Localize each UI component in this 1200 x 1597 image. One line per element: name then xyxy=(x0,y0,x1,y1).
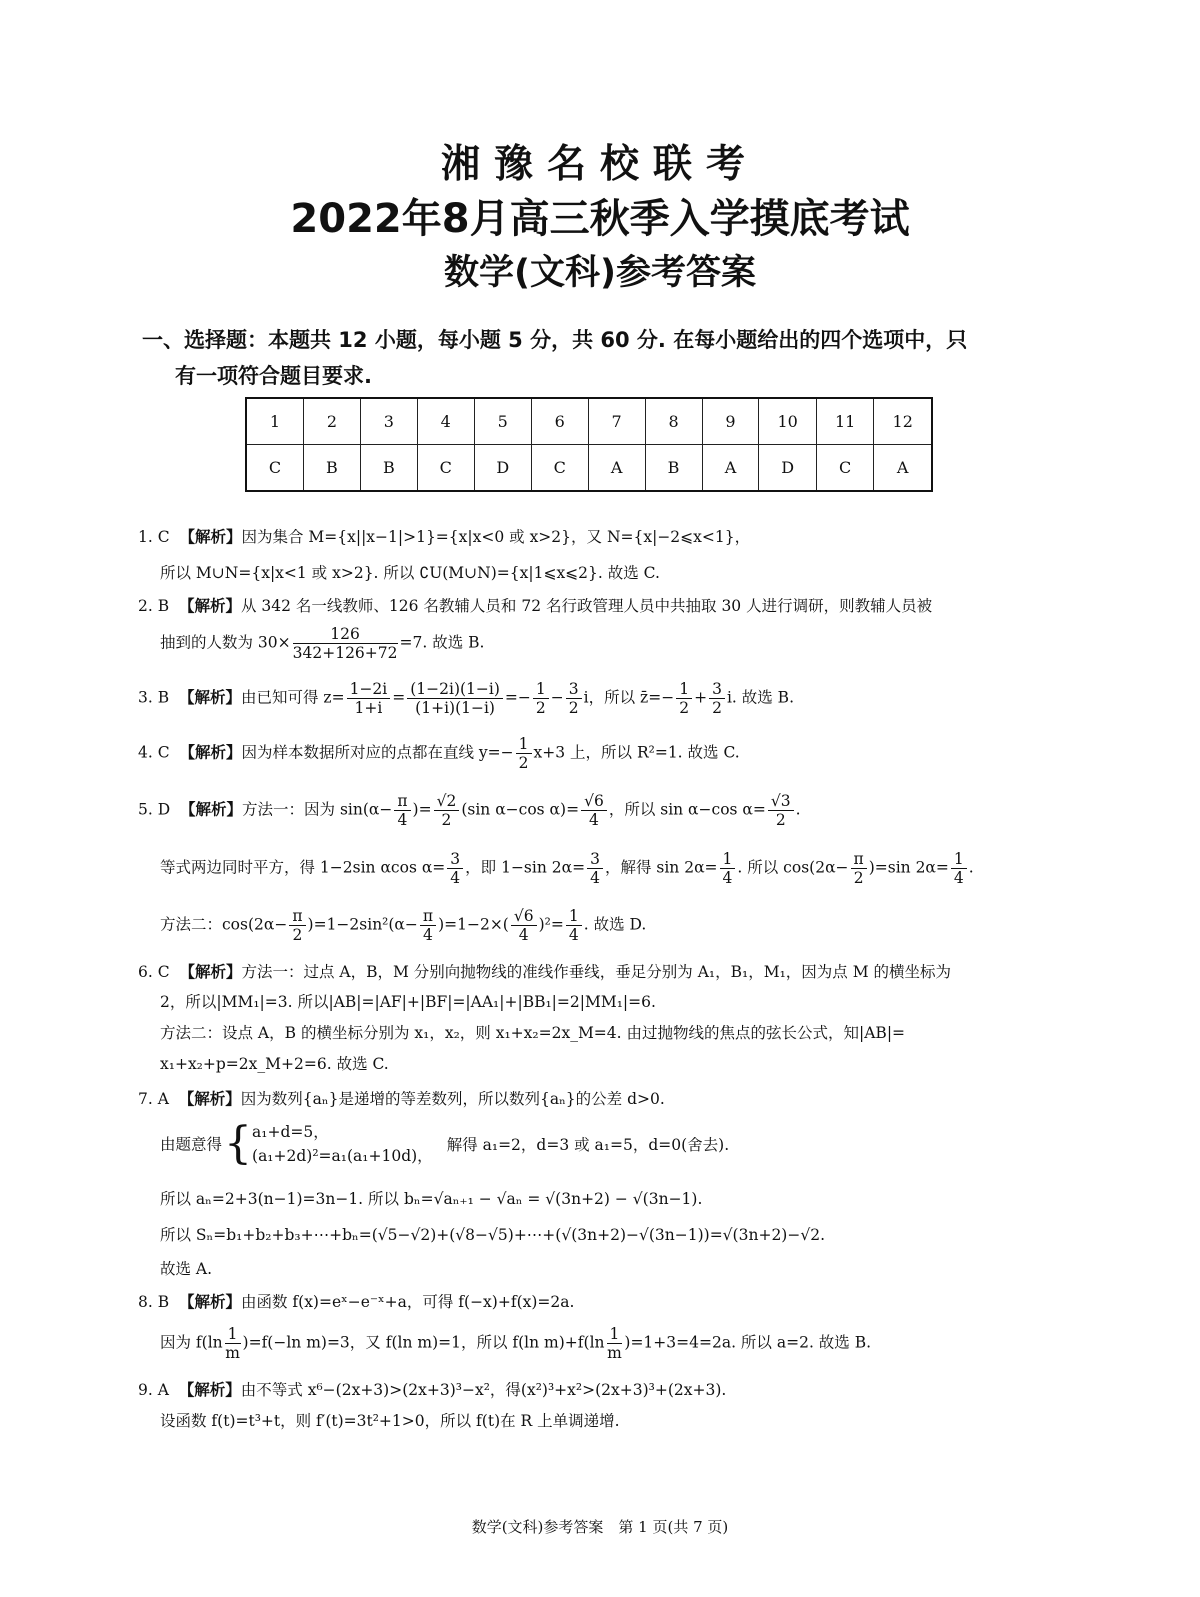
fraction: $\frac{\pi}{2}$ xyxy=(289,907,305,944)
answer-table xyxy=(245,397,933,492)
q7-line2: 由题意得{ a₁+d=5， (a₁+2d)²=a₁(a₁+10d)， 解得 a₁=2，d=3 或 a₁=5，d=0(舍去). xyxy=(160,1118,730,1169)
answer-table-numbers-row xyxy=(246,398,932,445)
q6-line1: 6. C 【解析】方法一：过点 A，B，M 分别向抛物线的准线作垂线，垂足分别为 A₁，B₁，M₁，因为点 M 的横坐标为 xyxy=(138,963,952,981)
table-cell: C xyxy=(417,445,474,492)
answer-table-answers-row xyxy=(246,445,932,492)
fraction: $\frac{√3}{2}$ xyxy=(768,792,794,829)
q8-line1: 8. B 【解析】由函数 f(x)=eˣ−e⁻ˣ+a，可得 f(−x)+f(x)=2a. xyxy=(138,1293,575,1311)
fraction: $\frac{\pi}{2}$ xyxy=(851,850,867,887)
table-cell: A xyxy=(702,445,759,492)
subject-title: 数学(文科)参考答案 xyxy=(444,253,756,293)
table-cell: 1 xyxy=(246,398,303,445)
fraction: $\frac{√6}{4}$ xyxy=(581,792,607,829)
fraction: $\frac{1}{2}$ xyxy=(676,680,692,717)
table-cell: 3 xyxy=(360,398,417,445)
section-heading: 一、选择题：本题共 12 小题，每小题 5 分，共 60 分. 在每小题给出的四个选项中，只 有一项符合题目要求. xyxy=(142,328,968,388)
q1-line1: 1. C 【解析】因为集合 M={x||x−1|>1}={x|x<0 或 x>2}，又 N={x|−2⩽x<1}， xyxy=(138,528,751,546)
table-cell: D xyxy=(474,445,531,492)
table-cell: 7 xyxy=(588,398,645,445)
table-cell: 5 xyxy=(474,398,531,445)
fraction: $\frac{1}{2}$ xyxy=(516,735,532,772)
table-cell: C xyxy=(246,445,303,492)
q6-line3: 方法二：设点 A，B 的横坐标分别为 x₁，x₂，则 x₁+x₂=2x_M=4. 由过抛物线的焦点的弦长公式，知|AB|= xyxy=(160,1024,906,1042)
table-cell: 6 xyxy=(531,398,588,445)
table-cell: 10 xyxy=(759,398,817,445)
table-cell: C xyxy=(816,445,874,492)
fraction: $\frac{(1-2i)(1-i)}{(1+i)(1-i)}$ xyxy=(407,680,503,717)
fraction: $\frac{1}{m}$ xyxy=(607,1325,622,1362)
q5-line1: 5. D 【解析】方法一：因为 sin(α− $\frac{\pi}{4}$ )= $\frac{√2}{2}$ (sin α−cos α)= $\frac{√6}{4}$ ，所以 sin α−cos α= $\frac{√3}{2}$ . xyxy=(138,792,801,829)
q5-line2: 等式两边同时平方，得 1−2sin αcos α= $\frac{3}{4}$ ，即 1−sin 2α= $\frac{3}{4}$ ，解得 sin 2α= $\frac{1}{4}$ . 所以 cos(2α− $\frac{\pi}{2}$ )=sin 2α= $\frac{1}{4}$ . xyxy=(160,850,974,887)
left-brace: { xyxy=(224,1118,253,1169)
fraction: $\frac{3}{2}$ xyxy=(709,680,725,717)
q1-line2: 所以 M∪N={x|x<1 或 x>2}. 所以 ∁U(M∪N)={x|1⩽x⩽2}. 故选 C. xyxy=(160,564,660,582)
q2-line1: 2. B 【解析】从 342 名一线教师、126 名教辅人员和 72 名行政管理人员中共抽取 30 人进行调研，则教辅人员被 xyxy=(138,597,933,615)
table-cell: B xyxy=(303,445,360,492)
table-cell: 2 xyxy=(303,398,360,445)
fraction: $\frac{1}{2}$ xyxy=(533,680,549,717)
q8-line2: 因为 f(ln $\frac{1}{m}$ )=f(−ln m)=3，又 f(ln m)=1，所以 f(ln m)+f(ln $\frac{1}{m}$ )=1+3=4=2a. 所以 a=2. 故选 B. xyxy=(160,1325,872,1362)
table-cell: A xyxy=(588,445,645,492)
table-cell: D xyxy=(759,445,817,492)
table-cell: B xyxy=(360,445,417,492)
q7-line3: 所以 aₙ=2+3(n−1)=3n−1. 所以 bₙ=√aₙ₊₁ − √aₙ = √(3n+2) − √(3n−1). xyxy=(160,1190,703,1208)
fraction: $\frac{1}{4}$ xyxy=(566,907,582,944)
fraction: $\frac{\pi}{4}$ xyxy=(394,792,410,829)
page-footer: 数学(文科)参考答案 第 1 页(共 7 页) xyxy=(471,1518,729,1536)
title-block xyxy=(0,140,1200,298)
q3-line1: 3. B 【解析】由已知可得 z= $\frac{1-2i}{1+i}$ = $\frac{(1-2i)(1-i)}{(1+i)(1-i)}$ =− $\frac{1}{2}$ − $\frac{3}{2}$ i，所以 z̄=− $\frac{1}{2}$ + $\frac{3}{2}$ i. 故选 B. xyxy=(138,680,794,717)
table-cell: B xyxy=(645,445,702,492)
q6-line4: x₁+x₂+p=2x_M+2=6. 故选 C. xyxy=(160,1055,389,1073)
fraction: $\frac{1}{4}$ xyxy=(951,850,967,887)
q9-line2: 设函数 f(t)=t³+t，则 f′(t)=3t²+1>0，所以 f(t)在 R 上单调递增. xyxy=(160,1412,620,1430)
equation-system: a₁+d=5， (a₁+2d)²=a₁(a₁+10d)， xyxy=(252,1122,433,1165)
fraction: $\frac{1-2i}{1+i}$ xyxy=(347,680,391,717)
q2-line2: 抽到的人数为 30× $\frac{126}{342+126+72}$ =7. 故选 B. xyxy=(160,625,485,662)
q4-line1: 4. C 【解析】因为样本数据所对应的点都在直线 y=− $\frac{1}{2}$ x+3 上，所以 R²=1. 故选 C. xyxy=(138,735,740,772)
table-cell: 12 xyxy=(874,398,932,445)
fraction: $\frac{3}{4}$ xyxy=(587,850,603,887)
table-cell: C xyxy=(531,445,588,492)
q5-line3: 方法二：cos(2α− $\frac{\pi}{2}$ )=1−2sin²(α− $\frac{\pi}{4}$ )=1−2×( $\frac{√6}{4}$ )²= $\frac{1}{4}$ . 故选 D. xyxy=(160,907,647,944)
table-cell: 4 xyxy=(417,398,474,445)
fraction: $\frac{3}{4}$ xyxy=(447,850,463,887)
q7-line1: 7. A 【解析】因为数列{aₙ}是递增的等差数列，所以数列{aₙ}的公差 d>0. xyxy=(138,1090,665,1108)
fraction: $\frac{126}{342+126+72}$ xyxy=(292,625,398,662)
fraction: $\frac{\pi}{4}$ xyxy=(420,907,436,944)
exam-alliance-title: 湘豫名校联考 xyxy=(440,142,759,187)
fraction: $\frac{√6}{4}$ xyxy=(511,907,537,944)
q9-line1: 9. A 【解析】由不等式 x⁶−(2x+3)>(2x+3)³−x²，得(x²)³+x²>(2x+3)³+(2x+3). xyxy=(138,1381,727,1399)
fraction: $\frac{1}{m}$ xyxy=(225,1325,240,1362)
table-cell: 9 xyxy=(702,398,759,445)
q6-line2: 2，所以|MM₁|=3. 所以|AB|=|AF|+|BF|=|AA₁|+|BB₁|=2|MM₁|=6. xyxy=(160,993,656,1011)
table-cell: A xyxy=(874,445,932,492)
table-cell: 8 xyxy=(645,398,702,445)
fraction: $\frac{1}{4}$ xyxy=(720,850,736,887)
exam-name-title: 2022年8月高三秋季入学摸底考试 xyxy=(290,196,910,242)
q7-line4: 所以 Sₙ=b₁+b₂+b₃+⋯+bₙ=(√5−√2)+(√8−√5)+⋯+(√(3n+2)−√(3n−1))=√(3n+2)−√2. xyxy=(160,1226,826,1244)
q7-line5: 故选 A. xyxy=(160,1260,213,1278)
fraction: $\frac{√2}{2}$ xyxy=(434,792,460,829)
table-cell: 11 xyxy=(816,398,874,445)
fraction: $\frac{3}{2}$ xyxy=(566,680,582,717)
